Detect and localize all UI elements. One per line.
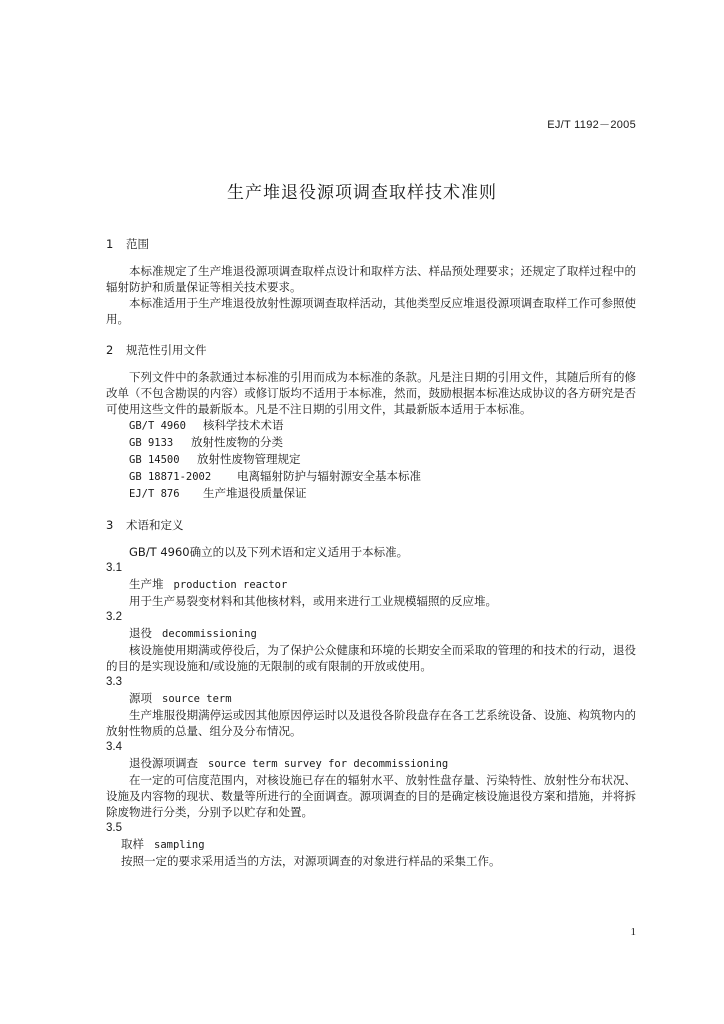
term-english: production reactor (173, 579, 288, 591)
term-english: source term survey for decommissioning (208, 758, 449, 770)
reference-item (106, 451, 636, 468)
term-definition: 按照一定的要求采用适当的方法，对源项调查的对象进行样品的采集工作。 (121, 854, 501, 868)
section-2-heading (106, 342, 636, 358)
scope-paragraph-2: 本标准适用于生产堆退役放射性源项调查取样活动，其他类型反应堆退役源项调查取样工作可参照使用。 (106, 296, 636, 326)
reference-item (106, 417, 636, 434)
reference-code: GB 18871-2002 (129, 471, 212, 483)
page-number: 1 (630, 926, 636, 938)
document-code: EJ/T 1192－2005 (547, 119, 636, 131)
section-title: 范围 (126, 237, 149, 251)
term-heading (106, 690, 636, 707)
term-chinese: 生产堆 (129, 577, 164, 591)
section-1-heading (106, 236, 636, 252)
reference-title: 生产堆退役质量保证 (203, 486, 307, 500)
references-intro-paragraph: 下列文件中的条款通过本标准的引用而成为本标准的条款。凡是注日期的引用文件，其随后所有的修改单（不包含勘误的内容）或修订版均不适用于本标准，然而，鼓励根据本标准达成协议的各方研究是否可使用这些文件的最新版本。凡是不注日期的引用文件，其最新版本适用于本标准。 (106, 370, 636, 416)
reference-title: 核科学技术术语 (203, 418, 284, 432)
term-english: sampling (154, 839, 205, 851)
term-chinese: 退役源项调查 (129, 756, 198, 770)
section-title: 术语和定义 (126, 518, 184, 532)
term-definition: 用于生产易裂变材料和其他核材料，或用来进行工业规模辐照的反应堆。 (129, 594, 497, 608)
terms-intro-paragraph: GB/T 4960确立的以及下列术语和定义适用于本标准。 (129, 545, 409, 559)
term-heading (106, 755, 636, 772)
term-heading (106, 836, 636, 853)
reference-title: 放射性废物的分类 (191, 435, 283, 449)
reference-title: 电离辐射防护与辐射源安全基本标准 (237, 469, 421, 483)
term-heading (106, 576, 636, 593)
term-chinese: 源项 (129, 691, 152, 705)
term-english: decommissioning (162, 628, 257, 640)
term-chinese: 取样 (121, 837, 144, 851)
scope-paragraph-1: 本标准规定了生产堆退役源项调查取样点设计和取样方法、样品预处理要求；还规定了取样过程中的辐射防护和质量保证等相关技术要求。 (106, 264, 636, 294)
reference-item (106, 434, 636, 451)
document-title: 生产堆退役源项调查取样技术准则 (227, 183, 497, 203)
term-number: 3.2 (106, 611, 122, 623)
reference-code: GB 9133 (129, 437, 174, 449)
section-number: 1 (106, 237, 114, 251)
term-definition: 生产堆服役期满停运或因其他原因停运时以及退役各阶段盘存在各工艺系统设备、设施、构筑物内的放射性物质的总量、组分及分布情况。 (106, 708, 636, 738)
term-english: source term (162, 693, 232, 705)
term-number: 3.4 (106, 741, 122, 753)
term-number: 3.5 (106, 822, 122, 834)
reference-title: 放射性废物管理规定 (197, 452, 301, 466)
term-heading (106, 625, 636, 642)
term-definition: 核设施使用期满或停役后，为了保护公众健康和环境的长期安全而采取的管理的和技术的行动，退役的目的是实现设施和/或设施的无限制的或有限制的开放或使用。 (106, 643, 636, 673)
term-number: 3.1 (106, 562, 122, 574)
reference-item (106, 485, 636, 502)
reference-item (106, 468, 636, 485)
reference-code: GB/T 4960 (129, 420, 186, 432)
section-3-heading (106, 517, 636, 533)
term-number: 3.3 (106, 676, 122, 688)
term-chinese: 退役 (129, 626, 152, 640)
reference-code: EJ/T 876 (129, 488, 180, 500)
reference-code: GB 14500 (129, 454, 180, 466)
term-definition: 在一定的可信度范围内，对核设施已存在的辐射水平、放射性盘存量、污染特性、放射性分布状况、设施及内容物的现状、数量等所进行的全面调查。源项调查的目的是确定核设施退役方案和措施，并将拆除废物进行分类，分别予以贮存和处置。 (106, 773, 636, 819)
section-number: 2 (106, 343, 114, 357)
document-body (106, 236, 636, 869)
section-number: 3 (106, 518, 114, 532)
section-title: 规范性引用文件 (126, 343, 207, 357)
